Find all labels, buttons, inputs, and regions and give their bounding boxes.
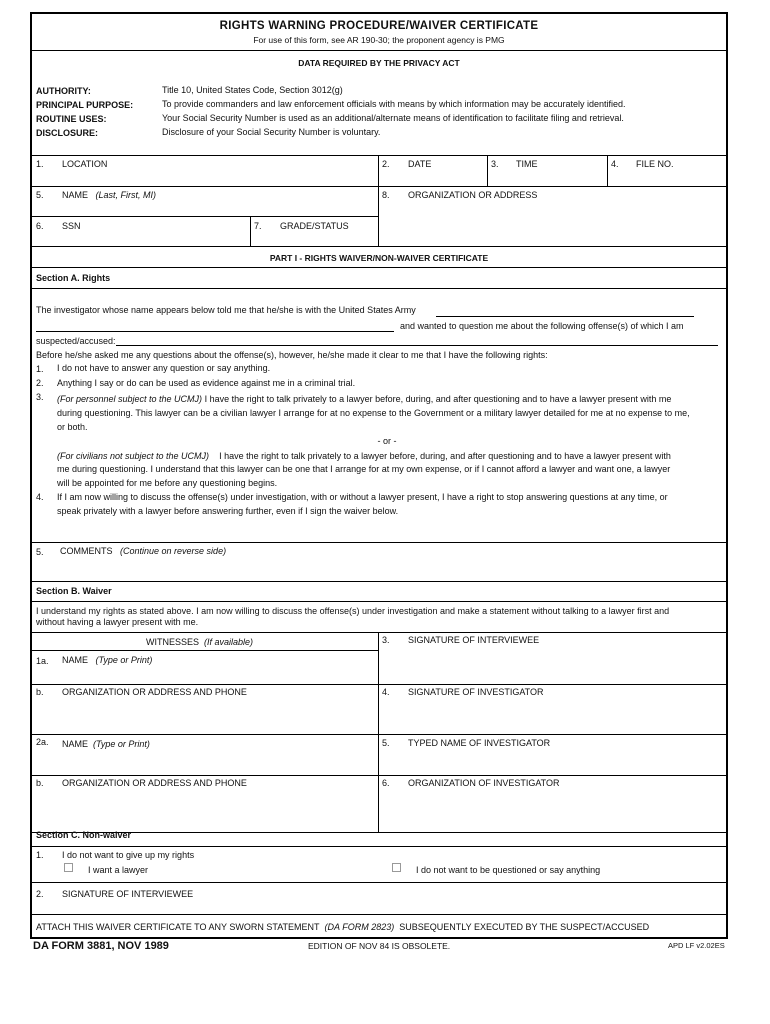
waiver-text-1: I understand my rights as stated above. I am now willing to discuss the offense(s) under investigation and make a statement without talking to a lawyer first and bbox=[36, 606, 670, 616]
typed-name-number: 5. bbox=[382, 738, 390, 748]
right-1-text: I do not have to answer any question or say anything. bbox=[57, 363, 271, 373]
offense-line[interactable] bbox=[116, 345, 718, 346]
name-hint: (Last, First, MI) bbox=[95, 190, 157, 200]
rights-intro-3: suspected/accused: bbox=[36, 336, 116, 346]
witness-2b-number: b. bbox=[36, 778, 44, 788]
investigator-name-line[interactable] bbox=[36, 331, 394, 332]
section-b-heading: Section B. Waiver bbox=[36, 586, 112, 596]
form-number: DA FORM 3881, NOV 1989 bbox=[33, 940, 169, 952]
witness-1-name-field[interactable] bbox=[32, 651, 378, 683]
right-3-number: 3. bbox=[36, 392, 44, 402]
comments-number: 5. bbox=[36, 547, 44, 557]
version-note: APD LF v2.02ES bbox=[668, 941, 725, 950]
rights-intro-1: The investigator whose name appears below told me that he/she is with the United States Army bbox=[36, 305, 416, 315]
time-label: TIME bbox=[516, 159, 538, 169]
field-6-number: 6. bbox=[36, 221, 44, 231]
field-5-number: 5. bbox=[36, 190, 44, 200]
sig-interviewee-number: 3. bbox=[382, 635, 390, 645]
privacy-text-disclosure: Disclosure of your Social Security Number is voluntary. bbox=[162, 127, 381, 137]
org-investigator-label: ORGANIZATION OF INVESTIGATOR bbox=[408, 778, 560, 788]
right-4-line-1: If I am now willing to discuss the offense(s) under investigation, with or without a lawyer present, I have a right to stop answering questions at any time, or bbox=[57, 492, 668, 502]
name-label: NAME (Last, First, MI) bbox=[62, 190, 157, 200]
grade-status-label: GRADE/STATUS bbox=[280, 221, 349, 231]
privacy-heading: DATA REQUIRED BY THE PRIVACY ACT bbox=[298, 58, 460, 68]
privacy-text-routine: Your Social Security Number is used as an additional/alternate means of identification to facilitate filing and retrieval. bbox=[162, 113, 624, 123]
privacy-text-authority: Title 10, United States Code, Section 3012(g) bbox=[162, 85, 343, 95]
sig-interviewee-field[interactable] bbox=[379, 633, 728, 684]
comments-field[interactable] bbox=[32, 543, 728, 581]
sig-investigator-field[interactable] bbox=[379, 685, 728, 734]
location-label: LOCATION bbox=[62, 159, 108, 169]
field-7-number: 7. bbox=[254, 221, 262, 231]
attach-instruction: ATTACH THIS WAIVER CERTIFICATE TO ANY SWORN STATEMENT (DA FORM 2823) SUBSEQUENTLY EXECUTED BY THE SUSPECT/ACCUSED bbox=[36, 922, 650, 932]
waiver-text-2: without having a lawyer present with me. bbox=[36, 617, 199, 627]
org-investigator-field[interactable] bbox=[379, 776, 728, 832]
typed-name-investigator-label: TYPED NAME OF INVESTIGATOR bbox=[408, 738, 551, 748]
form-title: RIGHTS WARNING PROCEDURE/WAIVER CERTIFICATE bbox=[219, 20, 539, 32]
part-1-heading: PART I - RIGHTS WAIVER/NON-WAIVER CERTIFICATE bbox=[269, 253, 489, 263]
right-2-number: 2. bbox=[36, 378, 44, 388]
rights-waiver-form bbox=[30, 12, 728, 939]
field-8-number: 8. bbox=[382, 190, 390, 200]
edition-note: EDITION OF NOV 84 IS OBSOLETE. bbox=[308, 941, 451, 951]
right-1-number: 1. bbox=[36, 364, 44, 374]
file-no-field[interactable] bbox=[608, 156, 728, 186]
no-questions-label: I do not want to be questioned or say anything bbox=[416, 865, 601, 875]
witness-1-org-label: ORGANIZATION OR ADDRESS AND PHONE bbox=[62, 687, 247, 697]
right-4-number: 4. bbox=[36, 492, 44, 502]
location-field[interactable] bbox=[32, 156, 378, 186]
sig-interviewee-label: SIGNATURE OF INTERVIEWEE bbox=[408, 635, 540, 645]
sig-investigator-number: 4. bbox=[382, 687, 390, 697]
form-subtitle: For use of this form, see AR 190-30; the proponent agency is PMG bbox=[253, 35, 505, 45]
right-3-line-3: or both. bbox=[57, 422, 88, 432]
section-c-heading: Section C. Non-waiver bbox=[36, 830, 132, 840]
organization-address-field[interactable] bbox=[379, 187, 728, 246]
section-a-heading: Section A. Rights bbox=[36, 273, 111, 283]
witness-2-name-hint: (Type or Print) bbox=[93, 739, 150, 749]
or-separator: - or - bbox=[377, 436, 397, 446]
want-lawyer-label: I want a lawyer bbox=[88, 865, 149, 875]
nonwaiver-signature-field[interactable] bbox=[32, 883, 728, 914]
civilian-line-2: me during questioning. I understand that this lawyer can be one that I arrange for at my own expense, or if I cannot afford a lawyer and want one, a lawyer bbox=[57, 464, 671, 474]
want-lawyer-checkbox[interactable] bbox=[64, 863, 73, 872]
date-field[interactable] bbox=[379, 156, 487, 186]
nonwaiver-2-number: 2. bbox=[36, 889, 44, 899]
ssn-label: SSN bbox=[62, 221, 81, 231]
witness-1a-number: 1a. bbox=[36, 656, 49, 666]
right-3-line-2: during questioning. This lawyer can be a civilian lawyer I arrange for at no expense to the Government or a military lawyer detailed for me at no expense to me, bbox=[57, 408, 690, 418]
rights-intro-4: Before he/she asked me any questions about the offense(s), however, he/she made it clear to me that I have the following rights: bbox=[36, 350, 548, 360]
no-questions-checkbox[interactable] bbox=[392, 863, 401, 872]
file-no-label: FILE NO. bbox=[636, 159, 674, 169]
civilian-line-1: (For civilians not subject to the UCMJ) I have the right to talk privately to a lawyer before, during, and after questioning and to have a lawyer present with bbox=[57, 451, 671, 461]
right-3-hint: (For personnel subject to the UCMJ) bbox=[57, 394, 203, 404]
witness-1-name-label: NAME (Type or Print) bbox=[62, 655, 153, 665]
privacy-label-routine: ROUTINE USES: bbox=[36, 114, 107, 124]
witness-2-name-label: NAME (Type or Print) bbox=[62, 739, 150, 749]
witness-2-name-field[interactable] bbox=[32, 735, 378, 775]
witness-2-org-label: ORGANIZATION OR ADDRESS AND PHONE bbox=[62, 778, 247, 788]
ssn-field[interactable] bbox=[32, 218, 250, 246]
witness-1-org-field[interactable] bbox=[32, 685, 378, 734]
comments-hint: (Continue on reverse side) bbox=[120, 546, 227, 556]
org-investigator-number: 6. bbox=[382, 778, 390, 788]
privacy-label-authority: AUTHORITY: bbox=[36, 86, 91, 96]
right-3-line-1: (For personnel subject to the UCMJ) I have the right to talk privately to a lawyer before, during, and after questioning and to have a lawyer present with me bbox=[57, 394, 672, 404]
privacy-label-disclosure: DISCLOSURE: bbox=[36, 128, 99, 138]
organization-address-label: ORGANIZATION OR ADDRESS bbox=[408, 190, 538, 200]
typed-name-investigator-field[interactable] bbox=[379, 735, 728, 775]
nonwaiver-signature-label: SIGNATURE OF INTERVIEWEE bbox=[62, 889, 194, 899]
privacy-label-purpose: PRINCIPAL PURPOSE: bbox=[36, 100, 134, 110]
time-field[interactable] bbox=[488, 156, 607, 186]
field-4-number: 4. bbox=[611, 159, 619, 169]
name-field[interactable] bbox=[32, 187, 378, 217]
sig-investigator-label: SIGNATURE OF INVESTIGATOR bbox=[408, 687, 544, 697]
witnesses-hint: (If available) bbox=[204, 637, 254, 647]
nonwaiver-1-number: 1. bbox=[36, 850, 44, 860]
field-2-number: 2. bbox=[382, 159, 390, 169]
witness-2-org-field[interactable] bbox=[32, 776, 378, 832]
nonwaiver-1-label: I do not want to give up my rights bbox=[62, 850, 195, 860]
right-4-line-2: speak privately with a lawyer before answering further, even if I sign the waiver below. bbox=[57, 506, 399, 516]
witness-2a-number: 2a. bbox=[36, 737, 49, 747]
rights-intro-2: and wanted to question me about the following offense(s) of which I am bbox=[400, 321, 684, 331]
field-3-number: 3. bbox=[491, 159, 499, 169]
witness-1-name-hint: (Type or Print) bbox=[95, 655, 153, 665]
civilian-line-3: will be appointed for me before any questioning begins. bbox=[57, 478, 278, 488]
witnesses-label: WITNESSES (If available) bbox=[146, 637, 254, 647]
grade-status-field[interactable] bbox=[251, 218, 378, 246]
date-label: DATE bbox=[408, 159, 432, 169]
comments-label: COMMENTS (Continue on reverse side) bbox=[60, 546, 227, 556]
field-1-number: 1. bbox=[36, 159, 44, 169]
attach-form-ref: (DA FORM 2823) bbox=[324, 922, 395, 932]
witness-1b-number: b. bbox=[36, 687, 44, 697]
army-unit-line[interactable] bbox=[436, 316, 694, 317]
civilian-hint: (For civilians not subject to the UCMJ) bbox=[57, 451, 210, 461]
right-2-text: Anything I say or do can be used as evidence against me in a criminal trial. bbox=[57, 378, 356, 388]
privacy-text-purpose: To provide commanders and law enforcement officials with means by which information may be accurately identified. bbox=[162, 99, 626, 109]
